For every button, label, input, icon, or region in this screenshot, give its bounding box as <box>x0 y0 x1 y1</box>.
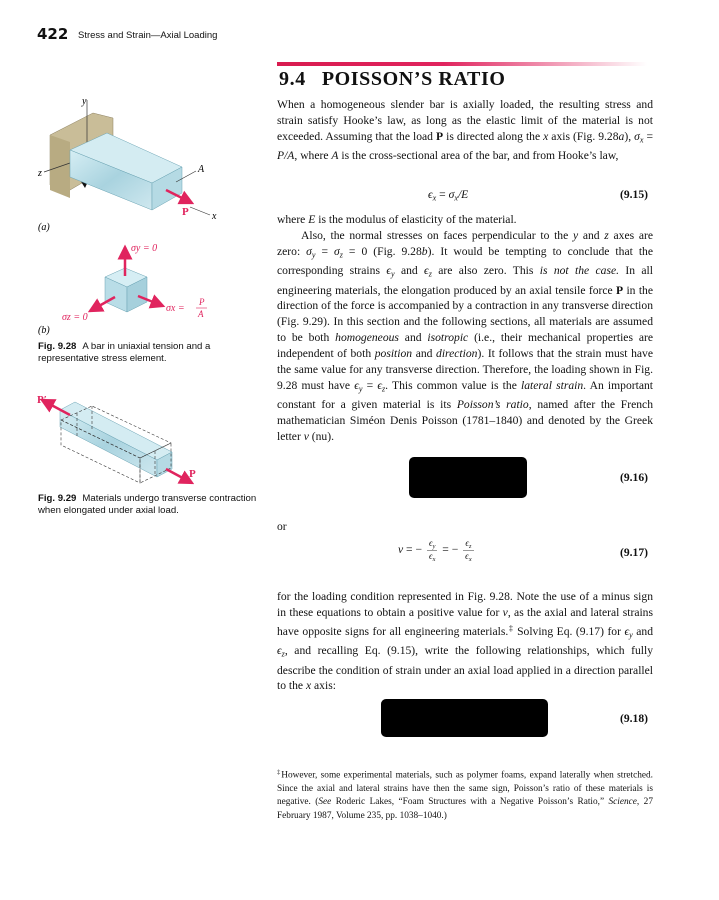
figure-9-28a-bar <box>44 100 210 215</box>
text-run: ), <box>624 129 635 143</box>
text-run: isotropic <box>427 331 469 345</box>
text-run: y <box>311 250 316 260</box>
text-run: x <box>305 679 312 693</box>
section-number: 9.4 <box>279 68 306 90</box>
text-run: ‡ <box>508 623 514 633</box>
text-run: y <box>390 269 395 279</box>
text-run: , and recalling Eq. (9.15), write the following relationships, which fully describe the condition of strain under an axial load applied in a direction parallel to the <box>277 644 653 693</box>
text-run: E <box>308 213 316 226</box>
text-run: When a homogeneous slender bar is axially loaded, the resulting stress and strain satisfy Hooke’s law, as long as the elastic limit of the material is not exceeded. Assuming that the load <box>277 98 653 143</box>
figure-9-29-contracting-bar <box>42 400 192 483</box>
text-run: = 0 (Fig. 9.28 <box>342 244 422 258</box>
text-run: ϵ <box>277 644 282 658</box>
text-run: axis (Fig. 9.28 <box>548 129 619 143</box>
text-run: σ <box>634 129 640 143</box>
text-run: Roderic Lakes, “Foam Structures with a Negative Poisson’s Ratio,” <box>331 797 609 808</box>
text-run: y <box>358 384 363 394</box>
paragraph-1 <box>277 97 653 164</box>
text-run: , where <box>294 149 332 163</box>
text-run: σ <box>306 244 312 258</box>
equation-label-9-17: (9.17) <box>620 546 649 559</box>
axis-label-z: z <box>38 168 42 179</box>
text-run: Poisson’s ratio <box>456 398 529 412</box>
text-run: is not the case. <box>539 264 620 278</box>
figure-label-b: (b) <box>38 325 50 336</box>
text-run: , named after the French mathematician Siméon Denis Poisson (1781–1840) and denoted by the Greek letter <box>277 398 653 444</box>
text-run: ϵ <box>424 264 429 278</box>
text-run: homogeneous <box>335 331 399 345</box>
text-run: z <box>428 269 432 279</box>
x-axis-line <box>190 207 210 215</box>
text-run: ν <box>502 605 508 619</box>
text-run: P <box>616 283 624 297</box>
paragraph-4 <box>277 589 653 694</box>
axis-label-x: x <box>212 211 217 222</box>
text-run: . An important constant for a given material is its <box>277 379 653 412</box>
text-run: Solving Eq. (9.17) for <box>513 624 625 638</box>
text-run: P/A <box>277 149 295 163</box>
text-run: , as the axial and lateral strains have opposite signs for all engineering materials. <box>277 605 653 638</box>
text-run: and <box>412 347 437 361</box>
text-run: z <box>382 384 386 394</box>
load-label-p: P <box>182 206 189 218</box>
text-run: lateral strain <box>521 379 584 392</box>
text-run: y <box>629 630 633 640</box>
text-run: and <box>578 229 605 242</box>
text-run: where <box>277 213 309 226</box>
section-rule <box>277 62 647 66</box>
running-head: Stress and Strain—Axial Loading <box>78 30 218 41</box>
text-run: and <box>394 264 425 278</box>
equation-9-18-redacted <box>381 699 548 737</box>
text-run: ϵ <box>377 379 383 392</box>
text-run: (i.e., their mechanical properties are independent of both <box>277 331 653 361</box>
area-label: A <box>198 164 205 175</box>
text-run: position <box>374 347 413 361</box>
text-run: Science <box>608 797 637 808</box>
equation-9-16-redacted <box>409 457 527 498</box>
text-run: a <box>618 129 625 143</box>
sigma-y-label: σy = 0 <box>131 243 158 254</box>
text-run: direction <box>436 347 478 361</box>
text-run: axis: <box>311 679 336 693</box>
text-run: for the loading condition represented in Fig. 9.28. Note the use of a minus sign in these equations to obtain a positive value for <box>277 590 653 619</box>
text-run: ϵ <box>624 624 630 638</box>
text-run: Also, the normal stresses on faces perpendicular to the <box>301 229 573 242</box>
text-run: axes are zero: <box>277 229 653 258</box>
section-title: POISSON’S RATIO <box>321 68 506 90</box>
text-run: x <box>543 129 549 143</box>
text-run: , 27 February 1987, Volume 235, pp. 1038–1040.) <box>277 797 653 822</box>
equation-label-9-16: (9.16) <box>620 471 649 484</box>
text-run: ). It would be tempting to conclude that the corresponding strains <box>277 244 653 278</box>
figure-9-29-caption: Fig. 9.29 Materials undergo transverse contraction when elongated under axial load. <box>38 493 257 516</box>
figure-9-28b-stress-element <box>90 247 163 312</box>
text-run: ν <box>303 430 309 444</box>
text-run: x <box>639 135 644 145</box>
text-run: σ <box>334 244 340 258</box>
text-run: z <box>339 250 343 260</box>
text-run: (nu). <box>308 430 334 444</box>
sigma-z-label: σz = 0 <box>62 312 88 323</box>
text-run: P <box>435 129 444 143</box>
sigma-x-numerator: P <box>199 297 205 307</box>
footnote <box>277 766 653 824</box>
text-or: or <box>277 520 287 533</box>
text-run: z <box>604 229 609 242</box>
paragraph-2 <box>277 212 653 228</box>
page-number: 422 <box>37 25 69 43</box>
equation-9-17: ν = − $\frac{\epsilon_y}{\epsilon_x}$ = − $\frac{\epsilon_z}{\epsilon_x}$ <box>398 538 472 563</box>
text-run: are also zero. This <box>431 264 540 278</box>
text-run: See <box>318 797 332 808</box>
text-run: and <box>632 624 654 638</box>
text-run: In all engineering materials, the elongation produced by an axial tensile force <box>277 264 653 297</box>
figure-label-a: (a) <box>38 222 50 233</box>
figure-9-28-caption: Fig. 9.28 A bar in uniaxial tension and a representative stress element. <box>38 341 211 364</box>
text-run: is the cross-sectional area of the bar, and from Hooke’s law, <box>338 149 619 163</box>
text-run: b <box>421 244 428 258</box>
text-run: y <box>572 229 579 242</box>
section-heading <box>279 68 505 91</box>
load-label-p-929: P <box>189 468 196 480</box>
text-run: = <box>643 129 653 143</box>
text-run: in the direction of the force is accompanied by a contraction in any transverse direction (Fig. 9.29). In this section and the following sections, all materials are assumed to be both <box>277 283 653 345</box>
equation-9-15: $\epsilon_x = \sigma_x/E$ <box>428 188 469 203</box>
text-run: = <box>315 244 335 258</box>
text-run: is the modulus of elasticity of the material. <box>315 213 517 226</box>
text-run: However, some experimental materials, such as polymer foams, expand laterally when stretched. Since the axial and lateral strains have then the same sign, Poisson’s ratio of these materials is negative. ( <box>277 770 653 808</box>
sigma-x-denominator: A <box>198 309 204 319</box>
paragraph-3 <box>277 228 653 445</box>
sigma-x-label: σx = <box>166 303 185 314</box>
text-run: is directed along the <box>443 129 544 143</box>
text-run: z <box>281 649 285 659</box>
figures-left-column <box>0 0 270 520</box>
axis-label-y: y <box>82 96 87 107</box>
equation-label-9-15: (9.15) <box>620 188 649 201</box>
text-run: and <box>398 331 428 345</box>
text-run: = <box>362 379 378 392</box>
text-run: ϵ <box>354 379 359 392</box>
text-run: A <box>331 149 339 163</box>
text-run: ϵ <box>386 264 391 278</box>
load-label-p-prime: P′ <box>37 394 47 406</box>
equation-label-9-18: (9.18) <box>620 712 649 725</box>
text-run: ). It follows that the strain must have the same value for any transverse direction. Therefore, the loading shown in Fig. 9.28 must have <box>277 347 653 392</box>
text-run: . This common value is the <box>385 379 522 392</box>
text-run: ‡ <box>277 769 282 776</box>
